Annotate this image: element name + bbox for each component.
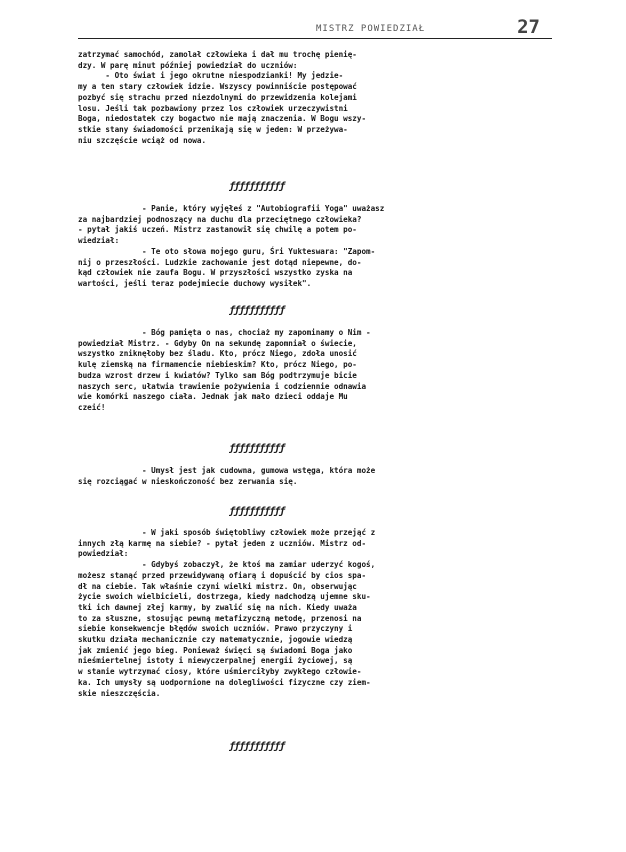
paragraph-5: - W jaki sposób świętobliwy człowiek może przejąć z innych złą karmę na siebie? - pytał jeden z uczniów. Mistrz od- powiedział: - Gdybyś zobaczył, że ktoś ma zamiar uderzyć kogoś, możesz stanąć przed przewidywaną ofiarą i dopuścić by cios spa- dł na ciebie. Tak właśnie czyni wielki mistrz. On, obserwując życie swoich wielbicieli, dostrzega, kiedy nadchodzą ujemne sku- tki ich dawnej złej karmy, by zwalić się na nich. Kiedy uważa to za słuszne, stosując pewną metafizyczną metodę, przenosi na siebie konsekwencje błędów swoich uczniów. Prawo przyczyny i skutku działa mechanicznie czy matematycznie, jogowie wiedzą jak zmienić jego bieg. Ponieważ święci są świadomi Boga jako nieśmiertelnej istoty i niewyczerpalnej energii życiowej, są w stanie wytrzymać ciosy, które uśmierciłyby zwykłego człowie- ka. Ich umysły są uodpornione na dolegliwości fizyczne czy ziem- skie nieszczęścia. <box>78 528 376 698</box>
section-divider-4: ƒƒƒƒƒƒƒƒƒƒƒ <box>229 506 285 517</box>
section-divider-5: ƒƒƒƒƒƒƒƒƒƒƒ <box>229 741 285 752</box>
section-divider-1: ƒƒƒƒƒƒƒƒƒƒƒ <box>229 181 285 192</box>
page-number: 27 <box>517 16 540 38</box>
paragraph-3: - Bóg pamięta o nas, chociaż my zapominamy o Nim - powiedział Mistrz. - Gdyby On na sekundę zapomniał o świecie, wszystko zniknęłoby bez śladu. Kto, prócz Niego, zdoła unosić kulę ziemską na firmamencie niebieskim? Kto, prócz Niego, po- budza wzrost drzew i kwiatów? Tylko sam Bóg podtrzymuje bicie naszych serc, ułatwia trawienie pożywienia i codziennie odnawia wie komórki naszego ciała. Jednak jak mało dzieci oddaje Mu czeić! <box>78 328 371 412</box>
paragraph-2: - Panie, który wyjęłeś z "Autobiografii Yoga" uważasz za najbardziej podnoszący na duchu dla przeciętnego człowieka? - pytał jakiś uczeń. Mistrz zastanowił się chwilę a potem po- wiedział: - Te oto słowa mojego guru, Śri Yukteswara: "Zapom- nij o przeszłości. Ludzkie zachowanie jest dotąd niepewne, do- kąd człowiek nie zaufa Bogu. W przyszłości wszystko zyska na wartości, jeśli teraz podejmiecie duchowy wysiłek". <box>78 204 385 288</box>
paragraph-4: - Umysł jest jak cudowna, gumowa wstęga, która może się rozciągać w nieskończoność bez zerwania się. <box>78 466 376 486</box>
paragraph-1: zatrzymać samochód, zamolał człowieka i dał mu trochę pienię- dzy. W parę minut później powiedział do uczniów: - Oto świat i jego okrutne niespodzianki! My jedzie- my a ten stary człowiek idzie. Wszyscy powinniście postępować pozbyć się strachu przed niezdolnymi do przewidzenia kolejami losu. Jeśli tak pozbawiony przez los człowiek urzeczywistni Boga, niedostatek czy bogactwo nie mają znaczenia. W Bogu wszy- stkie stany świadomości przenikają się w jeden: W przeżywa- niu szczęście wciąż od nowa. <box>78 50 367 145</box>
section-divider-2: ƒƒƒƒƒƒƒƒƒƒƒ <box>229 305 285 316</box>
running-head: MISTRZ POWIEDZIAŁ <box>316 24 426 34</box>
section-divider-3: ƒƒƒƒƒƒƒƒƒƒƒ <box>229 443 285 454</box>
page-header <box>78 16 552 39</box>
